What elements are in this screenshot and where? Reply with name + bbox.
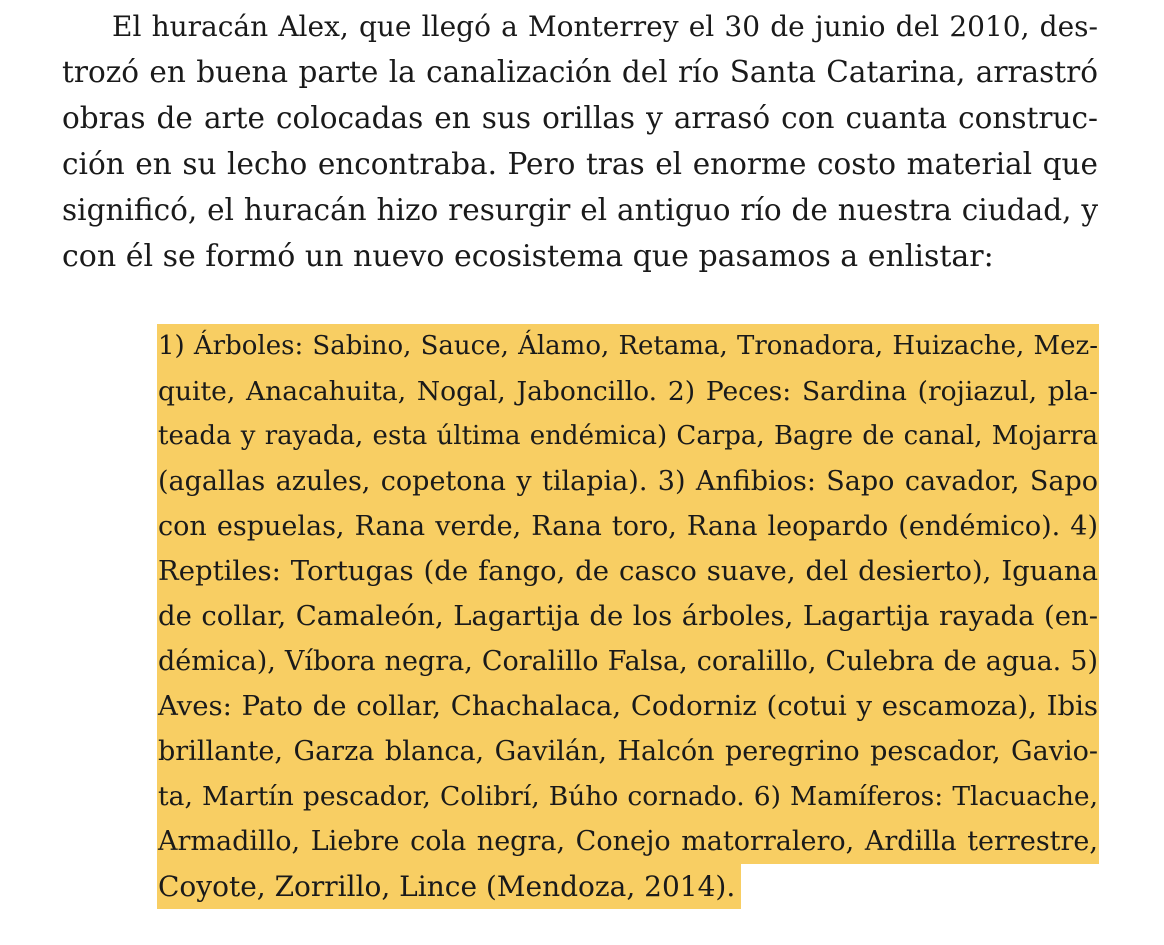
highlighted-line: 1) Árboles: Sabino, Sauce, Álamo, Retama, Tronadora, Huizache, Mez- bbox=[157, 324, 1099, 369]
highlighted-line: Reptiles: Tortugas (de fango, de casco suave, del desierto), Iguana bbox=[157, 549, 1099, 594]
highlighted-line: (agallas azules, copetona y tilapia). 3) Anfibios: Sapo cavador, Sapo bbox=[157, 459, 1099, 504]
paragraph-line: con él se formó un nuevo ecosistema que pasamos a enlistar: bbox=[62, 239, 994, 274]
highlighted-line: teada y rayada, esta última endémica) Carpa, Bagre de canal, Mojarra bbox=[157, 414, 1099, 459]
paragraph-line: El huracán Alex, que llegó a Monterrey el 30 de junio del 2010, des- bbox=[112, 10, 1098, 43]
highlighted-line: ta, Martín pescador, Colibrí, Búho cornado. 6) Mamíferos: Tlacuache, bbox=[157, 774, 1099, 819]
highlighted-line: de collar, Camaleón, Lagartija de los árboles, Lagartija rayada (en- bbox=[157, 594, 1099, 639]
highlighted-line: Coyote, Zorrillo, Lince (Mendoza, 2014). bbox=[157, 864, 741, 909]
paragraph-line: obras de arte colocadas en sus orillas y arrasó con cuanta construc- bbox=[62, 101, 1098, 135]
highlighted-line: Armadillo, Liebre cola negra, Conejo matorralero, Ardilla terrestre, bbox=[157, 819, 1099, 864]
paragraph-line: ción en su lecho encontraba. Pero tras el enorme costo material que bbox=[62, 147, 1098, 181]
highlighted-line: con espuelas, Rana verde, Rana toro, Rana leopardo (endémico). 4) bbox=[157, 504, 1099, 549]
highlighted-line: Aves: Pato de collar, Chachalaca, Codorniz (cotui y escamoza), Ibis bbox=[157, 684, 1099, 729]
highlighted-line: brillante, Garza blanca, Gavilán, Halcón peregrino pescador, Gavio- bbox=[157, 729, 1099, 774]
paragraph-line: trozó en buena parte la canalización del río Santa Catarina, arrastró bbox=[62, 55, 1098, 89]
highlighted-line: quite, Anacahuita, Nogal, Jaboncillo. 2) Peces: Sardina (rojiazul, pla- bbox=[157, 369, 1099, 414]
paragraph-line: significó, el huracán hizo resurgir el antiguo río de nuestra ciudad, y bbox=[62, 193, 1098, 227]
highlighted-line: démica), Víbora negra, Coralillo Falsa, coralillo, Culebra de agua. 5) bbox=[157, 639, 1099, 684]
